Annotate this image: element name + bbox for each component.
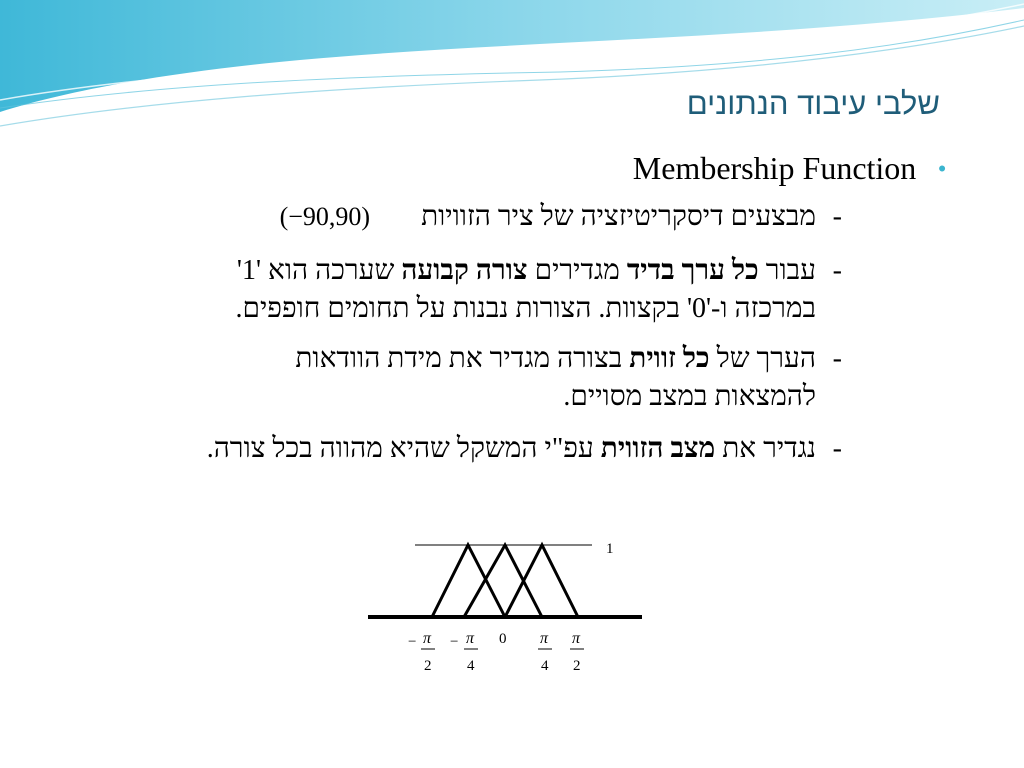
tick-sign: − bbox=[408, 634, 417, 650]
sub-item-2-line2: במרכזה ו-'0' בקצוות. הצורות נבנות על תחומים חופפים. bbox=[235, 293, 816, 324]
sub-item-3 bbox=[295, 340, 842, 416]
sub-item-2-bold-b: צורה קבועה bbox=[401, 255, 528, 286]
sub-item-1-text: מבצעים דיסקריטיזציה של ציר הזוויות bbox=[421, 201, 816, 232]
tick-numerator: π bbox=[423, 630, 432, 647]
zero-tick-label: 0 bbox=[499, 631, 507, 647]
dash-icon: - bbox=[832, 201, 842, 232]
sub-item-3-bold: כל זווית bbox=[629, 343, 710, 374]
sub-item-3-line2: להמצאות במצב מסויים. bbox=[563, 381, 816, 412]
angle-range-formula: (−90,90) bbox=[279, 202, 371, 231]
tick-neg-pi-4 bbox=[450, 630, 478, 674]
sub-item-4-text-a: נגדיר את bbox=[715, 433, 816, 464]
tick-numerator: π bbox=[466, 630, 475, 647]
tick-denominator: 4 bbox=[467, 658, 475, 674]
tick-pi-4 bbox=[538, 630, 552, 674]
bullet-dot-icon: • bbox=[938, 155, 946, 181]
tick-sign: − bbox=[450, 634, 459, 650]
sub-item-4-text-b: עפ"י המשקל שהיא מהווה בכל צורה. bbox=[206, 433, 601, 464]
sub-item-2 bbox=[235, 252, 842, 328]
tick-numerator: π bbox=[540, 630, 549, 647]
sub-item-2-text-a: עבור bbox=[758, 255, 816, 286]
tick-numerator: π bbox=[572, 630, 581, 647]
membership-function-diagram bbox=[360, 530, 650, 690]
sub-item-2-text-b: מגדירים bbox=[527, 255, 627, 286]
membership-triangle-2 bbox=[464, 545, 542, 617]
membership-triangle-3 bbox=[505, 545, 578, 617]
sub-item-1 bbox=[280, 198, 842, 236]
sub-item-3-text-b: בצורה מגדיר את מידת הוודאות bbox=[295, 343, 630, 374]
slide-title: שלבי עיבוד הנתונים bbox=[686, 86, 940, 121]
level-one-label: 1 bbox=[606, 541, 614, 557]
tick-denominator: 2 bbox=[424, 658, 432, 674]
tick-denominator: 2 bbox=[573, 658, 581, 674]
sub-item-2-text-c: שערכה הוא '1' bbox=[236, 255, 402, 286]
dash-icon: - bbox=[832, 433, 842, 464]
tick-denominator: 4 bbox=[541, 658, 549, 674]
sub-item-4-bold: מצב הזווית bbox=[600, 433, 716, 464]
dash-icon: - bbox=[832, 343, 842, 374]
sub-item-3-text-a: הערך של bbox=[709, 343, 816, 374]
bullet-text: Membership Function bbox=[632, 150, 917, 186]
sub-item-2-bold-a: כל ערך בדיד bbox=[626, 255, 759, 286]
bullet-membership-function bbox=[633, 150, 946, 187]
tick-pi-2 bbox=[570, 630, 584, 674]
tick-neg-pi-2 bbox=[408, 630, 435, 674]
dash-icon: - bbox=[832, 255, 842, 286]
sub-item-4 bbox=[207, 430, 842, 468]
